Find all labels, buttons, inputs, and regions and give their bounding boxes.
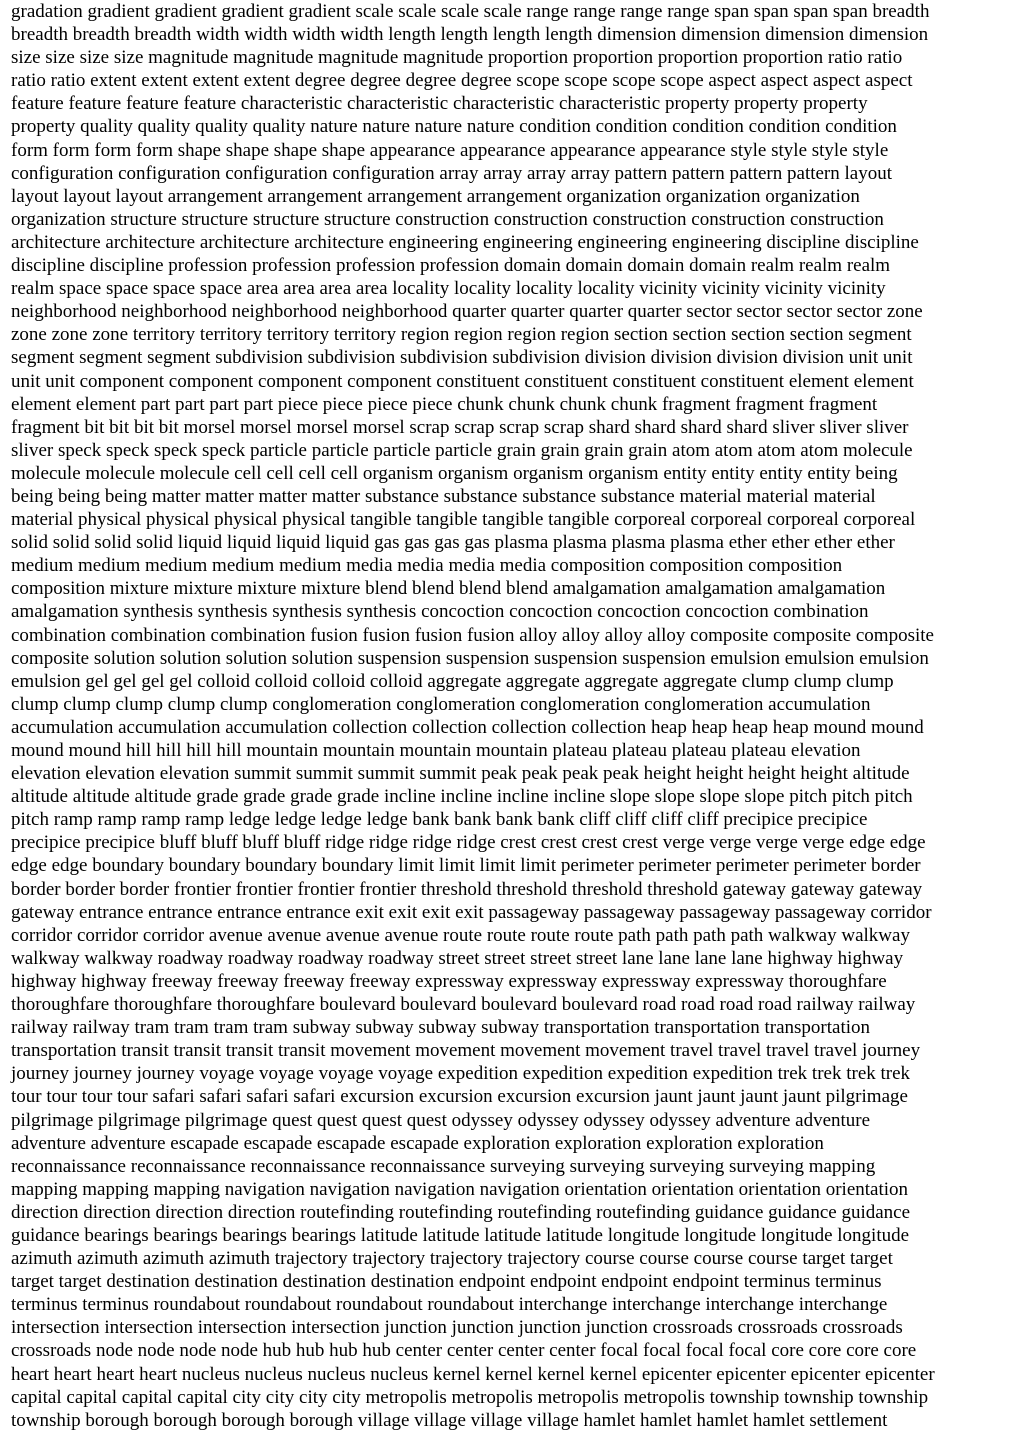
text-line: neighborhood neighborhood neighborhood neighborhood quarter quarter quarter quarter sector sector sector sector zone bbox=[11, 301, 923, 323]
text-line: railway railway tram tram tram tram subway subway subway subway transportation transportation transportation bbox=[11, 1017, 870, 1039]
text-line: altitude altitude altitude grade grade grade grade incline incline incline incline slope slope slope slope pitch pitch pitch bbox=[11, 786, 913, 808]
text-line: accumulation accumulation accumulation collection collection collection collection heap heap heap heap mound mound bbox=[11, 716, 924, 738]
text-line: feature feature feature feature characteristic characteristic characteristic characteristic property property property bbox=[11, 93, 868, 115]
text-line: element element part part part part piece piece piece piece chunk chunk chunk chunk fragment fragment fragment bbox=[11, 393, 878, 415]
text-line: transportation transit transit transit transit movement movement movement movement travel travel travel travel journey bbox=[11, 1040, 921, 1062]
text-line: gradation gradient gradient gradient gradient scale scale scale scale range range range range span span span span breadth bbox=[11, 1, 930, 22]
text-line: clump clump clump clump clump conglomeration conglomeration conglomeration conglomeration accumulation bbox=[11, 693, 871, 715]
text-line: discipline discipline profession profession profession profession domain domain domain domain realm realm realm bbox=[11, 255, 891, 277]
text-line: journey journey journey voyage voyage voyage voyage expedition expedition expedition expedition trek trek trek trek bbox=[11, 1063, 911, 1085]
text-line: elevation elevation elevation summit summit summit summit peak peak peak peak height height height height altitude bbox=[11, 763, 910, 785]
text-line: sliver speck speck speck speck particle particle particle particle grain grain grain grain atom atom atom atom molecule bbox=[11, 439, 913, 461]
text-line: reconnaissance reconnaissance reconnaissance reconnaissance surveying surveying surveying surveying mapping bbox=[11, 1155, 876, 1177]
text-line: configuration configuration configuration configuration array array array array pattern pattern pattern pattern layout bbox=[11, 162, 893, 184]
text-line: breadth breadth breadth width width width width length length length length dimension dimension dimension dimension bbox=[11, 24, 929, 46]
text-line: edge edge boundary boundary boundary boundary limit limit limit limit perimeter perimeter perimeter perimeter border bbox=[11, 855, 921, 877]
text-line: walkway walkway roadway roadway roadway roadway street street street street lane lane lane lane highway highway bbox=[11, 947, 904, 969]
text-line: size size size size magnitude magnitude magnitude magnitude proportion proportion proportion proportion ratio ratio bbox=[11, 47, 903, 69]
text-line: intersection intersection intersection intersection junction junction junction junction crossroads crossroads crossroads bbox=[11, 1317, 903, 1339]
text-line: fragment bit bit bit bit morsel morsel morsel morsel scrap scrap scrap scrap shard shard shard shard sliver sliver sliver bbox=[11, 416, 909, 438]
text-line: heart heart heart heart nucleus nucleus nucleus nucleus kernel kernel kernel kernel epicenter epicenter epicenter epicenter bbox=[11, 1363, 935, 1385]
text-line: medium medium medium medium medium media media media media composition composition composition bbox=[11, 555, 843, 577]
text-line: molecule molecule molecule cell cell cell cell organism organism organism organism entity entity entity entity being bbox=[11, 462, 898, 484]
text-line: township borough borough borough borough village village village village hamlet hamlet hamlet hamlet settlement bbox=[11, 1409, 888, 1431]
text-line: layout layout layout arrangement arrangement arrangement arrangement organization organization organization bbox=[11, 185, 860, 207]
text-line: property quality quality quality quality nature nature nature nature condition condition condition condition condition bbox=[11, 116, 897, 138]
text-line: precipice precipice bluff bluff bluff bluff ridge ridge ridge ridge crest crest crest crest verge verge verge verge edge edge bbox=[11, 832, 926, 854]
text-line: mapping mapping mapping navigation navigation navigation navigation orientation orientation orientation orientation bbox=[11, 1178, 909, 1200]
text-line: composition mixture mixture mixture mixture blend blend blend blend amalgamation amalgamation amalgamation bbox=[11, 578, 886, 600]
text-line: combination combination combination fusion fusion fusion fusion alloy alloy alloy alloy composite composite composite bbox=[11, 624, 934, 646]
text-line: target target destination destination destination destination endpoint endpoint endpoint endpoint terminus terminus bbox=[11, 1271, 882, 1293]
text-line bbox=[11, 1432, 1024, 1446]
text-line: emulsion gel gel gel gel colloid colloid colloid colloid aggregate aggregate aggregate aggregate clump clump clump bbox=[11, 670, 894, 692]
text-line: terminus terminus roundabout roundabout roundabout roundabout interchange interchange interchange interchange bbox=[11, 1294, 888, 1316]
text-line: ratio ratio extent extent extent extent degree degree degree degree scope scope scope scope aspect aspect aspect aspect bbox=[11, 70, 913, 92]
text-line: composite solution solution solution solution suspension suspension suspension suspension emulsion emulsion emulsion bbox=[11, 647, 929, 669]
text-line: pilgrimage pilgrimage pilgrimage quest quest quest quest odyssey odyssey odyssey odyssey adventure adventure bbox=[11, 1109, 871, 1131]
text-line: highway highway freeway freeway freeway freeway expressway expressway expressway expressway thoroughfare bbox=[11, 970, 887, 992]
text-line: capital capital capital capital city city city city metropolis metropolis metropolis metropolis township township township bbox=[11, 1386, 929, 1408]
text-line: pitch ramp ramp ramp ramp ledge ledge ledge ledge bank bank bank bank cliff cliff cliff cliff precipice precipice bbox=[11, 809, 868, 831]
text-line: corridor corridor corridor avenue avenue avenue avenue route route route route path path path path walkway walkway bbox=[11, 924, 910, 946]
text-line: gateway entrance entrance entrance entrance exit exit exit exit passageway passageway passageway passageway corridor bbox=[11, 901, 932, 923]
text-line: thoroughfare thoroughfare thoroughfare boulevard boulevard boulevard boulevard road road road road railway railway bbox=[11, 994, 916, 1016]
text-line: amalgamation synthesis synthesis synthesis synthesis concoction concoction concoction concoction combination bbox=[11, 601, 869, 623]
text-line: mound mound hill hill hill hill mountain mountain mountain mountain plateau plateau plateau plateau elevation bbox=[11, 740, 861, 761]
text-line: tour tour tour tour safari safari safari safari excursion excursion excursion excursion jaunt jaunt jaunt jaunt pilgrimage bbox=[11, 1086, 908, 1108]
text-line: segment segment segment subdivision subdivision subdivision subdivision division division division division unit unit bbox=[11, 347, 913, 369]
text-line: crossroads node node node node hub hub hub hub center center center center focal focal focal focal core core core core bbox=[11, 1340, 917, 1362]
text-line: guidance bearings bearings bearings bearings latitude latitude latitude latitude longitude longitude longitude longitude bbox=[11, 1224, 910, 1246]
text-line: being being being matter matter matter matter substance substance substance substance material material material bbox=[11, 485, 876, 507]
text-line: material physical physical physical physical tangible tangible tangible tangible corporeal corporeal corporeal corporeal bbox=[11, 509, 916, 531]
text-line: unit unit component component component component constituent constituent constituent constituent element element bbox=[11, 370, 914, 392]
text-line: form form form form shape shape shape shape appearance appearance appearance appearance style style style style bbox=[11, 139, 889, 161]
text-line: architecture architecture architecture architecture engineering engineering engineering engineering discipline discipline bbox=[11, 231, 919, 253]
text-line: adventure adventure escapade escapade escapade escapade exploration exploration exploration exploration bbox=[11, 1132, 824, 1154]
text-line: organization structure structure structure structure construction construction construction construction construction bbox=[11, 208, 884, 230]
text-line: direction direction direction direction routefinding routefinding routefinding routefinding guidance guidance guidance bbox=[11, 1201, 911, 1223]
text-line: zone zone zone territory territory territory territory region region region region section section section section segment bbox=[11, 324, 912, 346]
text-line: azimuth azimuth azimuth azimuth trajectory trajectory trajectory trajectory course course course course target target bbox=[11, 1248, 893, 1270]
text-line: solid solid solid solid liquid liquid liquid liquid gas gas gas gas plasma plasma plasma plasma ether ether ether ether bbox=[11, 532, 895, 554]
text-line: realm space space space space area area area area locality locality locality locality vicinity vicinity vicinity vicinity bbox=[11, 278, 886, 300]
text-line: border border border frontier frontier frontier frontier threshold threshold threshold threshold gateway gateway gateway bbox=[11, 878, 923, 900]
